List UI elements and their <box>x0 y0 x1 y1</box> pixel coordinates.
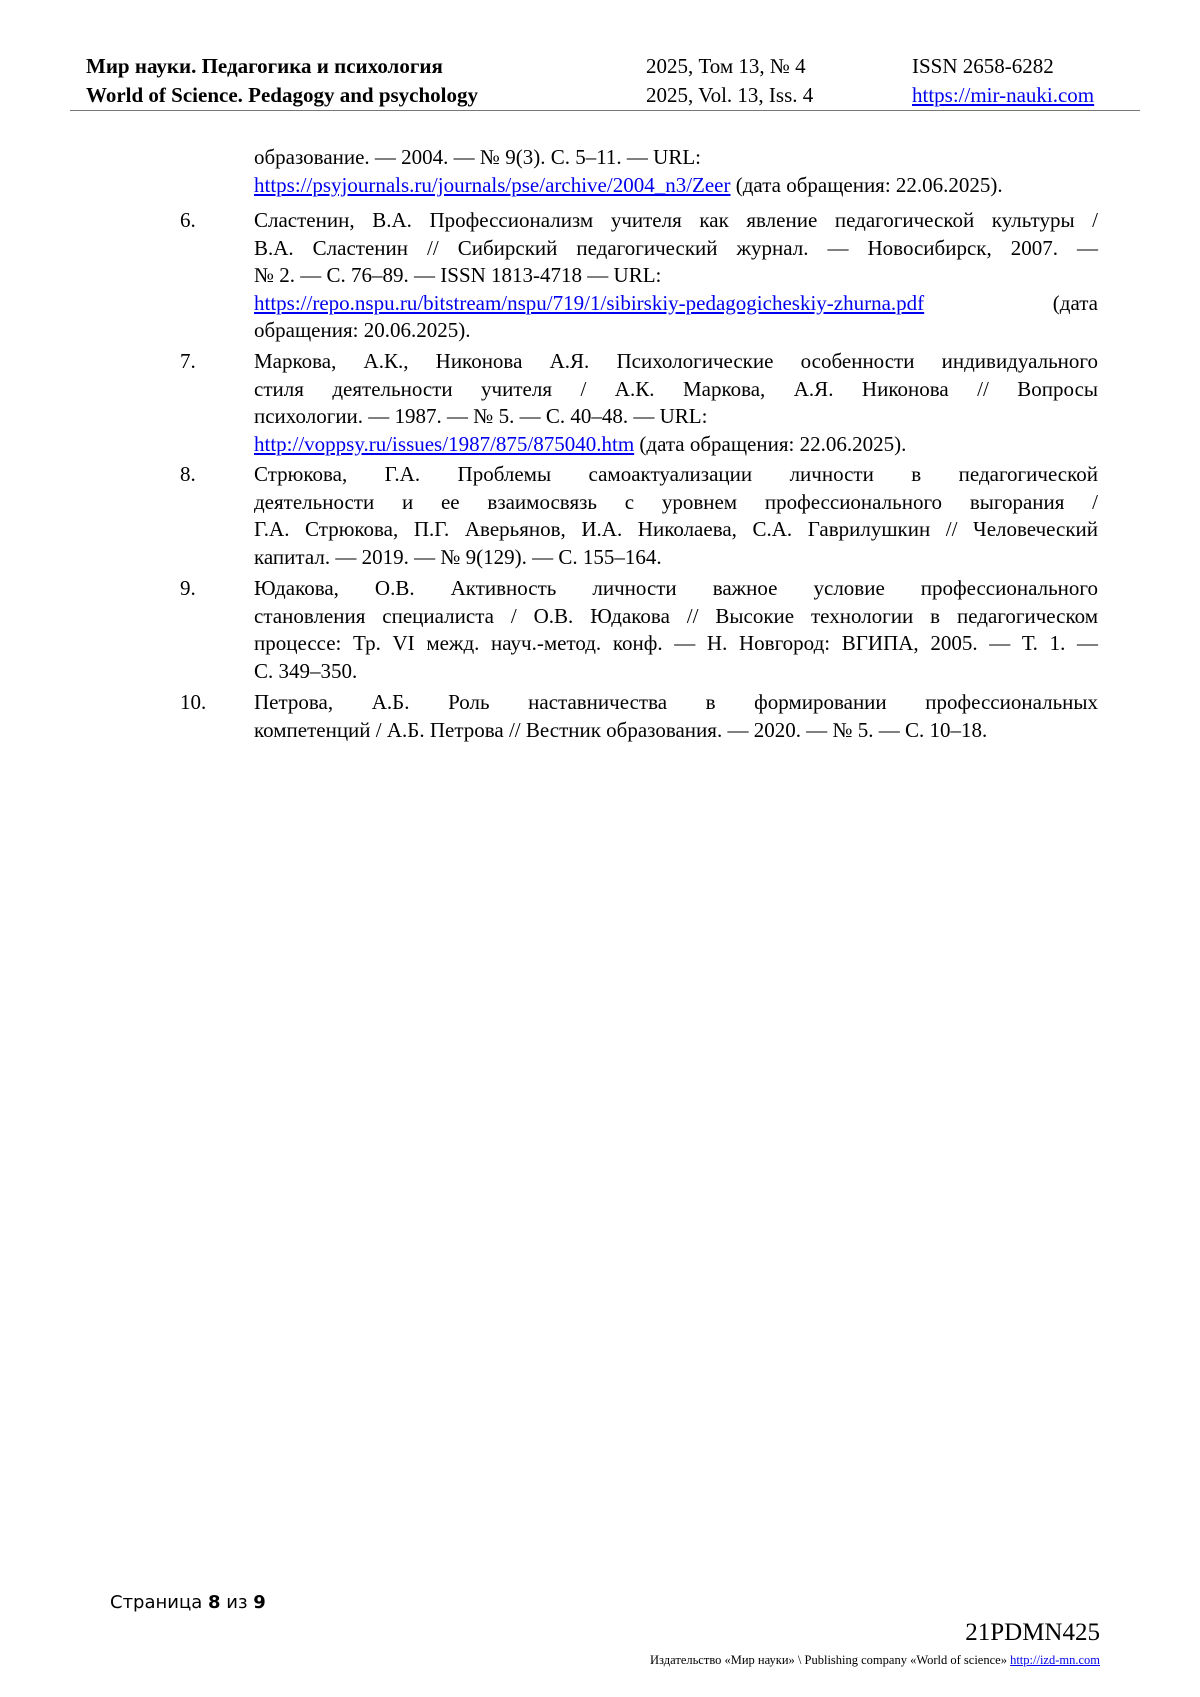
page-current: 8 <box>208 1592 221 1613</box>
reference-text-line: Г.А. Стрюкова, П.Г. Аверьянов, И.А. Николаева, С.А. Гаврилушкин // Человеческий <box>254 517 1098 541</box>
issue-en: 2025, Vol. 13, Iss. 4 <box>646 83 814 107</box>
reference-text-line: стиля деятельности учителя / А.К. Маркова, А.Я. Никонова // Вопросы <box>254 376 1098 401</box>
reference-text-line: Маркова, А.К., Никонова А.Я. Психологические особенности индивидуального <box>254 349 1098 373</box>
article-code: 21PDMN425 <box>965 1619 1100 1646</box>
issn-info <box>912 52 1094 110</box>
reference-text-line: капитал. — 2019. — № 9(129). — С. 155–164. <box>254 544 662 569</box>
reference-text-line: психологии. — 1987. — № 5. — С. 40–48. — URL: <box>254 404 708 428</box>
journal-title-en: World of Science. Pedagogy and psychology <box>86 83 479 107</box>
reference-text-line: В.А. Сластенин // Сибирский педагогический журнал. — Новосибирск, 2007. — <box>254 235 1098 260</box>
reference-access-date: (дата <box>1052 290 1098 315</box>
reference-number: 7. <box>180 349 196 373</box>
page-header <box>86 52 1140 110</box>
reference-text-line: становления специалиста / О.В. Юдакова // Высокие технологии в педагогическом <box>254 603 1098 628</box>
reference-access-date: (дата обращения: 22.06.2025). <box>634 431 907 456</box>
reference-text-line: процессе: Тр. VI межд. науч.-метод. конф. — Н. Новгород: ВГИПА, 2005. — Т. 1. — <box>254 631 1098 655</box>
page-total: 9 <box>253 1592 266 1613</box>
reference-url-link[interactable]: https://repo.nspu.ru/bitstream/nspu/719/1/sibirskiy-pedagogicheskiy-zhurna.pdf <box>254 290 925 315</box>
reference-url-link[interactable]: http://voppsy.ru/issues/1987/875/875040.htm <box>254 431 635 456</box>
reference-number: 10. <box>180 690 207 714</box>
reference-text-line: Стрюкова, Г.А. Проблемы самоактуализации личности в педагогической <box>254 462 1098 486</box>
reference-text-line: образование. — 2004. — № 9(3). С. 5–11. — URL: <box>254 145 702 169</box>
reference-text-line: Юдакова, О.В. Активность личности важное условие профессионального <box>254 576 1098 600</box>
journal-title-ru: Мир науки. Педагогика и психология <box>86 54 443 78</box>
publisher-line <box>650 1653 1100 1668</box>
publisher-link[interactable]: http://izd-mn.com <box>1010 1653 1100 1667</box>
reference-url-link[interactable]: https://psyjournals.ru/journals/pse/archive/2004_n3/Zeer <box>254 172 731 197</box>
publisher-text: Издательство «Мир науки» \ Publishing company «World of science» <box>650 1653 1007 1667</box>
reference-text-line: компетенций / А.Б. Петрова // Вестник образования. — 2020. — № 5. — С. 10–18. <box>254 717 988 742</box>
issue-info <box>646 52 813 110</box>
reference-number: 9. <box>180 576 196 600</box>
reference-text-line: деятельности и ее взаимосвязь с уровнем профессионального выгорания / <box>254 489 1098 514</box>
reference-text-line: № 2. — С. 76–89. — ISSN 1813-4718 — URL: <box>254 263 662 287</box>
reference-text-line: Петрова, А.Б. Роль наставничества в формировании профессиональных <box>254 690 1098 714</box>
page-number <box>110 1592 266 1613</box>
header-divider <box>70 110 1140 111</box>
reference-number: 8. <box>180 462 196 486</box>
issue-ru: 2025, Том 13, № 4 <box>646 54 806 78</box>
journal-title <box>86 52 478 110</box>
reference-access-date: (дата обращения: 22.06.2025). <box>730 172 1003 197</box>
page-label: Страница <box>110 1592 203 1613</box>
reference-text-line: С. 349–350. <box>254 658 358 683</box>
journal-site-link[interactable]: https://mir-nauki.com <box>912 83 1095 107</box>
reference-text-line: обращения: 20.06.2025). <box>254 318 471 342</box>
page-of: из <box>226 1592 248 1613</box>
issn: ISSN 2658-6282 <box>912 54 1054 78</box>
reference-text-line: Сластенин, В.А. Профессионализм учителя как явление педагогической культуры / <box>254 208 1098 232</box>
reference-number: 6. <box>180 208 196 232</box>
